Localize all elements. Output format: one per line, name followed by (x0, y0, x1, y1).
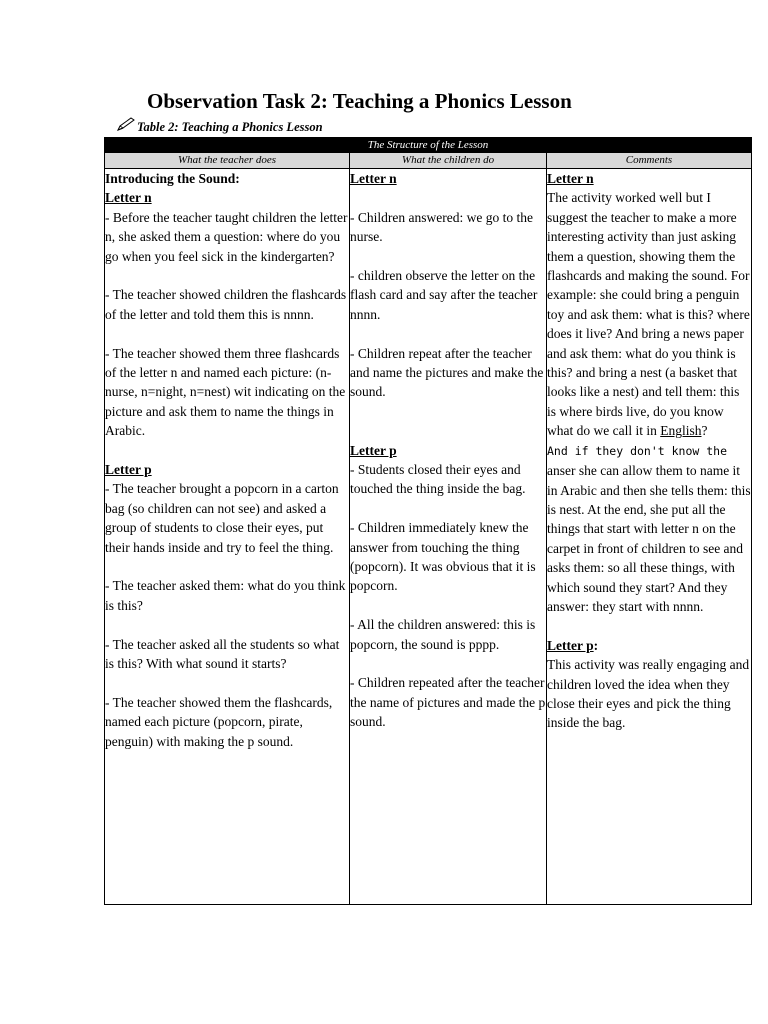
teacher-n-item: - The teacher showed them three flashcards of the letter n and named each picture: (n-nurse, n=night, n=nest) wit indicating on the picture and ask them to name the things in Arabic. (105, 345, 346, 439)
column-header-children: What the children do (350, 153, 547, 169)
table-caption: Table 2: Teaching a Phonics Lesson (137, 120, 323, 134)
column-header-row (105, 153, 752, 169)
children-n-item: - Children answered: we go to the nurse. (350, 209, 533, 245)
teacher-p-item: - The teacher brought a popcorn in a carton bag (so children can not see) and asked a group of students to close their eyes, put their hands inside and try to feel the thing. (105, 481, 339, 555)
structure-header: The Structure of the Lesson (105, 138, 752, 153)
column-header-comments: Comments (547, 153, 752, 169)
children-p-item: - Children repeated after the teacher the name of pictures and made the p sound. (350, 675, 546, 730)
teacher-p-item: - The teacher showed them the flashcards, named each picture (popcorn, pirate, penguin) with making the p sound. (105, 694, 333, 749)
structure-header-row (105, 138, 752, 153)
comments-p-paragraph: This activity was really engaging and children loved the idea when they close their eyes and pick the thing inside the bag. (547, 657, 750, 731)
teacher-cell (105, 169, 350, 905)
children-letter-p-heading: Letter p (350, 442, 397, 458)
comments-letter-p-heading: Letter p (547, 637, 594, 653)
children-n-item: - children observe the letter on the flash card and say after the teacher nnnn. (350, 268, 538, 322)
teacher-letter-p-heading: Letter p (105, 462, 152, 478)
lesson-body-row (105, 169, 752, 905)
comments-english-word: English (660, 423, 702, 439)
comments-n-paragraph (547, 188, 751, 616)
teacher-n-item: - Before the teacher taught children the letter n, she asked them a question: where do you go when you feel sick in the kindergarten? (105, 209, 348, 264)
children-p-item: - All the children answered: this is popcorn, the sound is pppp. (350, 617, 536, 652)
comments-n-text: The activity worked well but I suggest the teacher to make a more interesting activity than just asking them a question, showing them the flashcards and making the sound. For example: she could bring a penguin toy and ask them: what is this? where does it live? And bring a news paper and ask them: what do you think is this? and bring a nest (a basket that looks like a nest) and tell them: this is where birds live, do you know what do we call it in (547, 190, 750, 439)
teacher-p-item: - The teacher asked all the students so what is this? With what sound it starts? (105, 636, 340, 672)
children-p-item: - Children immediately knew the answer from touching the thing (popcorn). It was obvious that it is popcorn. (350, 520, 536, 594)
teacher-n-item: - The teacher showed children the flashcards of the letter and told them this is nnnn. (105, 287, 347, 322)
children-n-item: - Children repeat after the teacher and name the pictures and make the sound. (350, 345, 544, 400)
pencil-icon (116, 116, 136, 137)
comments-p-colon: : (593, 637, 599, 653)
teacher-p-item: - The teacher asked them: what do you think is this? (105, 578, 346, 613)
comments-question-mark: ? (701, 423, 708, 439)
comments-mono-text: And if they don't know the (547, 443, 728, 458)
comments-cell (547, 169, 752, 905)
comments-letter-n-heading: Letter n (547, 171, 594, 186)
lesson-table (104, 137, 752, 905)
children-p-item: - Students closed their eyes and touched the thing inside the bag. (350, 462, 526, 497)
comments-n-text-cont: anser she can allow them to name it in Arabic and then she tells them: this is nest. At the end, she put all the things that start with letter n on the carpet in front of children to see and asks them: so all these things, with which sound they start? And they answer: they start with nnnn. (547, 463, 751, 614)
intro-heading: Introducing the Sound: (105, 171, 240, 186)
teacher-letter-n-heading: Letter n (105, 190, 152, 206)
page-title: Observation Task 2: Teaching a Phonics Lesson (147, 89, 572, 113)
children-letter-n-heading: Letter n (350, 171, 397, 186)
column-header-teacher: What the teacher does (105, 153, 350, 169)
children-cell (350, 169, 547, 905)
